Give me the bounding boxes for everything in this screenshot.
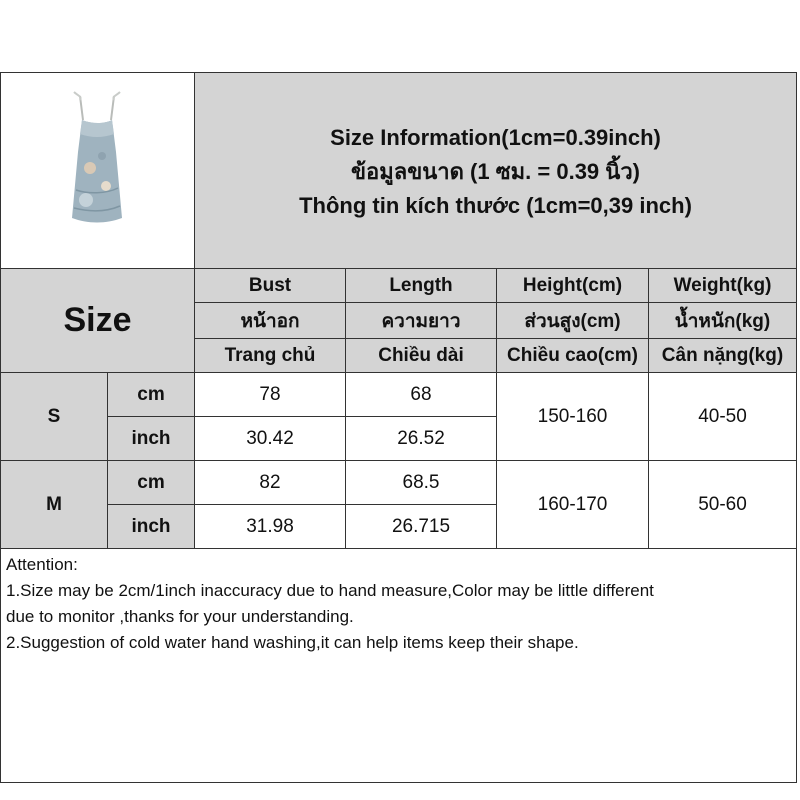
length-cell: 68.5: [402, 471, 440, 493]
col-weight-en: Weight(kg): [673, 274, 772, 296]
dress-product-image: [58, 90, 138, 230]
unit-inch: inch: [131, 515, 171, 537]
bust-cell: 78: [259, 383, 281, 405]
unit-cm: cm: [137, 383, 165, 405]
weight-cell: 50-60: [698, 493, 747, 515]
bust-cell: 31.98: [246, 515, 294, 537]
size-column-label: Size: [63, 301, 132, 339]
height-cell: 160-170: [537, 493, 608, 515]
bust-cell: 82: [259, 471, 281, 493]
title-english: Size Information(1cm=0.39inch): [330, 125, 661, 150]
unit-inch: inch: [131, 427, 171, 449]
bust-cell: 30.42: [246, 427, 294, 449]
attention-line: 1.Size may be 2cm/1inch inaccuracy due to hand measure,Color may be little different: [6, 581, 654, 600]
length-cell: 26.715: [391, 515, 451, 537]
col-bust-en: Bust: [248, 274, 292, 296]
col-weight-th: น้ำหนัก(kg): [674, 310, 771, 332]
col-height-th: ส่วนสูง(cm): [524, 310, 621, 332]
col-length-vi: Chiều dài: [378, 344, 464, 366]
size-m-label: M: [46, 493, 62, 515]
length-cell: 26.52: [397, 427, 445, 449]
title-vietnamese: Thông tin kích thước (1cm=0,39 inch): [299, 193, 692, 218]
size-info-title: [195, 120, 796, 224]
height-cell: 150-160: [537, 405, 608, 427]
title-thai: ข้อมูลขนาด (1 ซม. = 0.39 นิ้ว): [350, 159, 640, 184]
col-height-vi: Chiều cao(cm): [507, 344, 638, 366]
col-length-en: Length: [389, 274, 453, 296]
col-weight-vi: Cân nặng(kg): [661, 344, 784, 366]
unit-cm: cm: [137, 471, 165, 493]
attention-line: due to monitor ,thanks for your understanding.: [6, 607, 354, 626]
size-s-label: S: [47, 405, 61, 427]
col-bust-vi: Trang chủ: [224, 344, 316, 366]
length-cell: 68: [410, 383, 432, 405]
attention-line: 2.Suggestion of cold water hand washing,it can help items keep their shape.: [6, 633, 579, 652]
attention-notes: [6, 552, 796, 656]
col-length-th: ความยาว: [381, 310, 461, 332]
weight-cell: 40-50: [698, 405, 747, 427]
col-bust-th: หน้าอก: [240, 310, 300, 332]
col-height-en: Height(cm): [522, 274, 623, 296]
attention-heading: Attention:: [6, 555, 78, 574]
